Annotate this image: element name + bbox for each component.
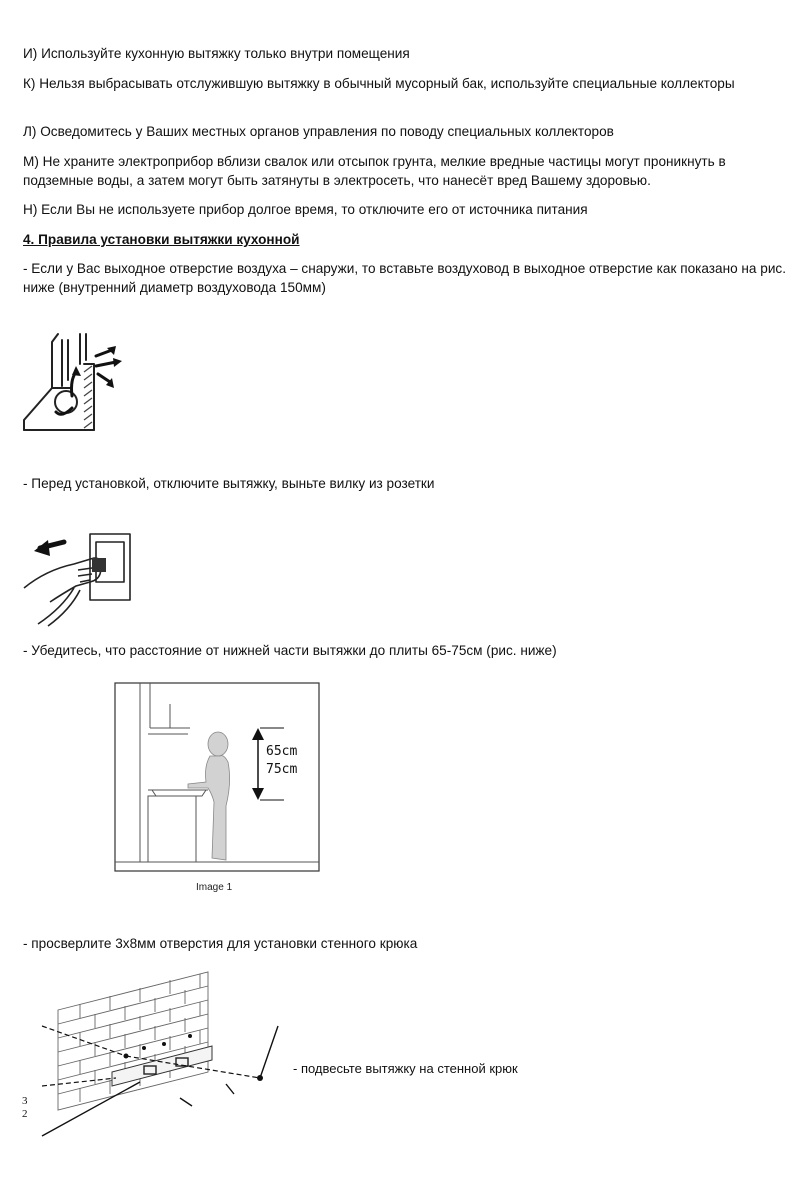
page-number-top: 3 [22,1095,28,1107]
duct-airflow-illustration [22,330,134,434]
paragraph-n: Н) Если Вы не используете прибор долгое время, то отключите его от источника питания [23,202,588,217]
step-drill-text: - просверлите 3х8мм отверстия для установки стенного крюка [23,936,418,951]
unplug-illustration [22,528,134,628]
paragraph-i: И) Используйте кухонную вытяжку только внутри помещения [23,46,410,61]
distance-label-75: 75cm [266,762,298,777]
paragraph-k: К) Нельзя выбрасывать отслужившую вытяжку в обычный мусорный бак, используйте специальные коллекторы [23,76,735,91]
figure-caption: Image 1 [196,882,233,893]
section-heading: 4. Правила установки вытяжки кухонной [23,232,300,247]
step-hang-text: - подвесьте вытяжку на стенной крюк [293,1061,518,1076]
paragraph-l: Л) Осведомитесь у Ваших местных органов управления по поводу специальных коллекторов [23,124,614,139]
step-unplug-text: - Перед установкой, отключите вытяжку, выньте вилку из розетки [23,476,435,491]
distance-label-65: 65cm [266,744,298,759]
paragraph-m: М) Не храните электроприбор вблизи свалок или отсыпок грунта, мелкие вредные частицы могут проникнуть в подземные воды, а затем могут быть затянуты в электросеть, что нанесёт вред Вашему здоровью. [23,154,726,188]
page-number-bottom: 2 [22,1108,28,1120]
step-duct-text: - Если у Вас выходное отверстие воздуха – снаружи, то вставьте воздуховод в выходное отверстие как показано на рис. ниже (внутренний диаметр воздуховода 150мм) [23,261,786,295]
brick-wall-drilling-illustration [40,966,284,1146]
distance-illustration [114,682,320,872]
step-distance-text: - Убедитесь, что расстояние от нижней части вытяжки до плиты 65-75см (рис. ниже) [23,643,557,658]
